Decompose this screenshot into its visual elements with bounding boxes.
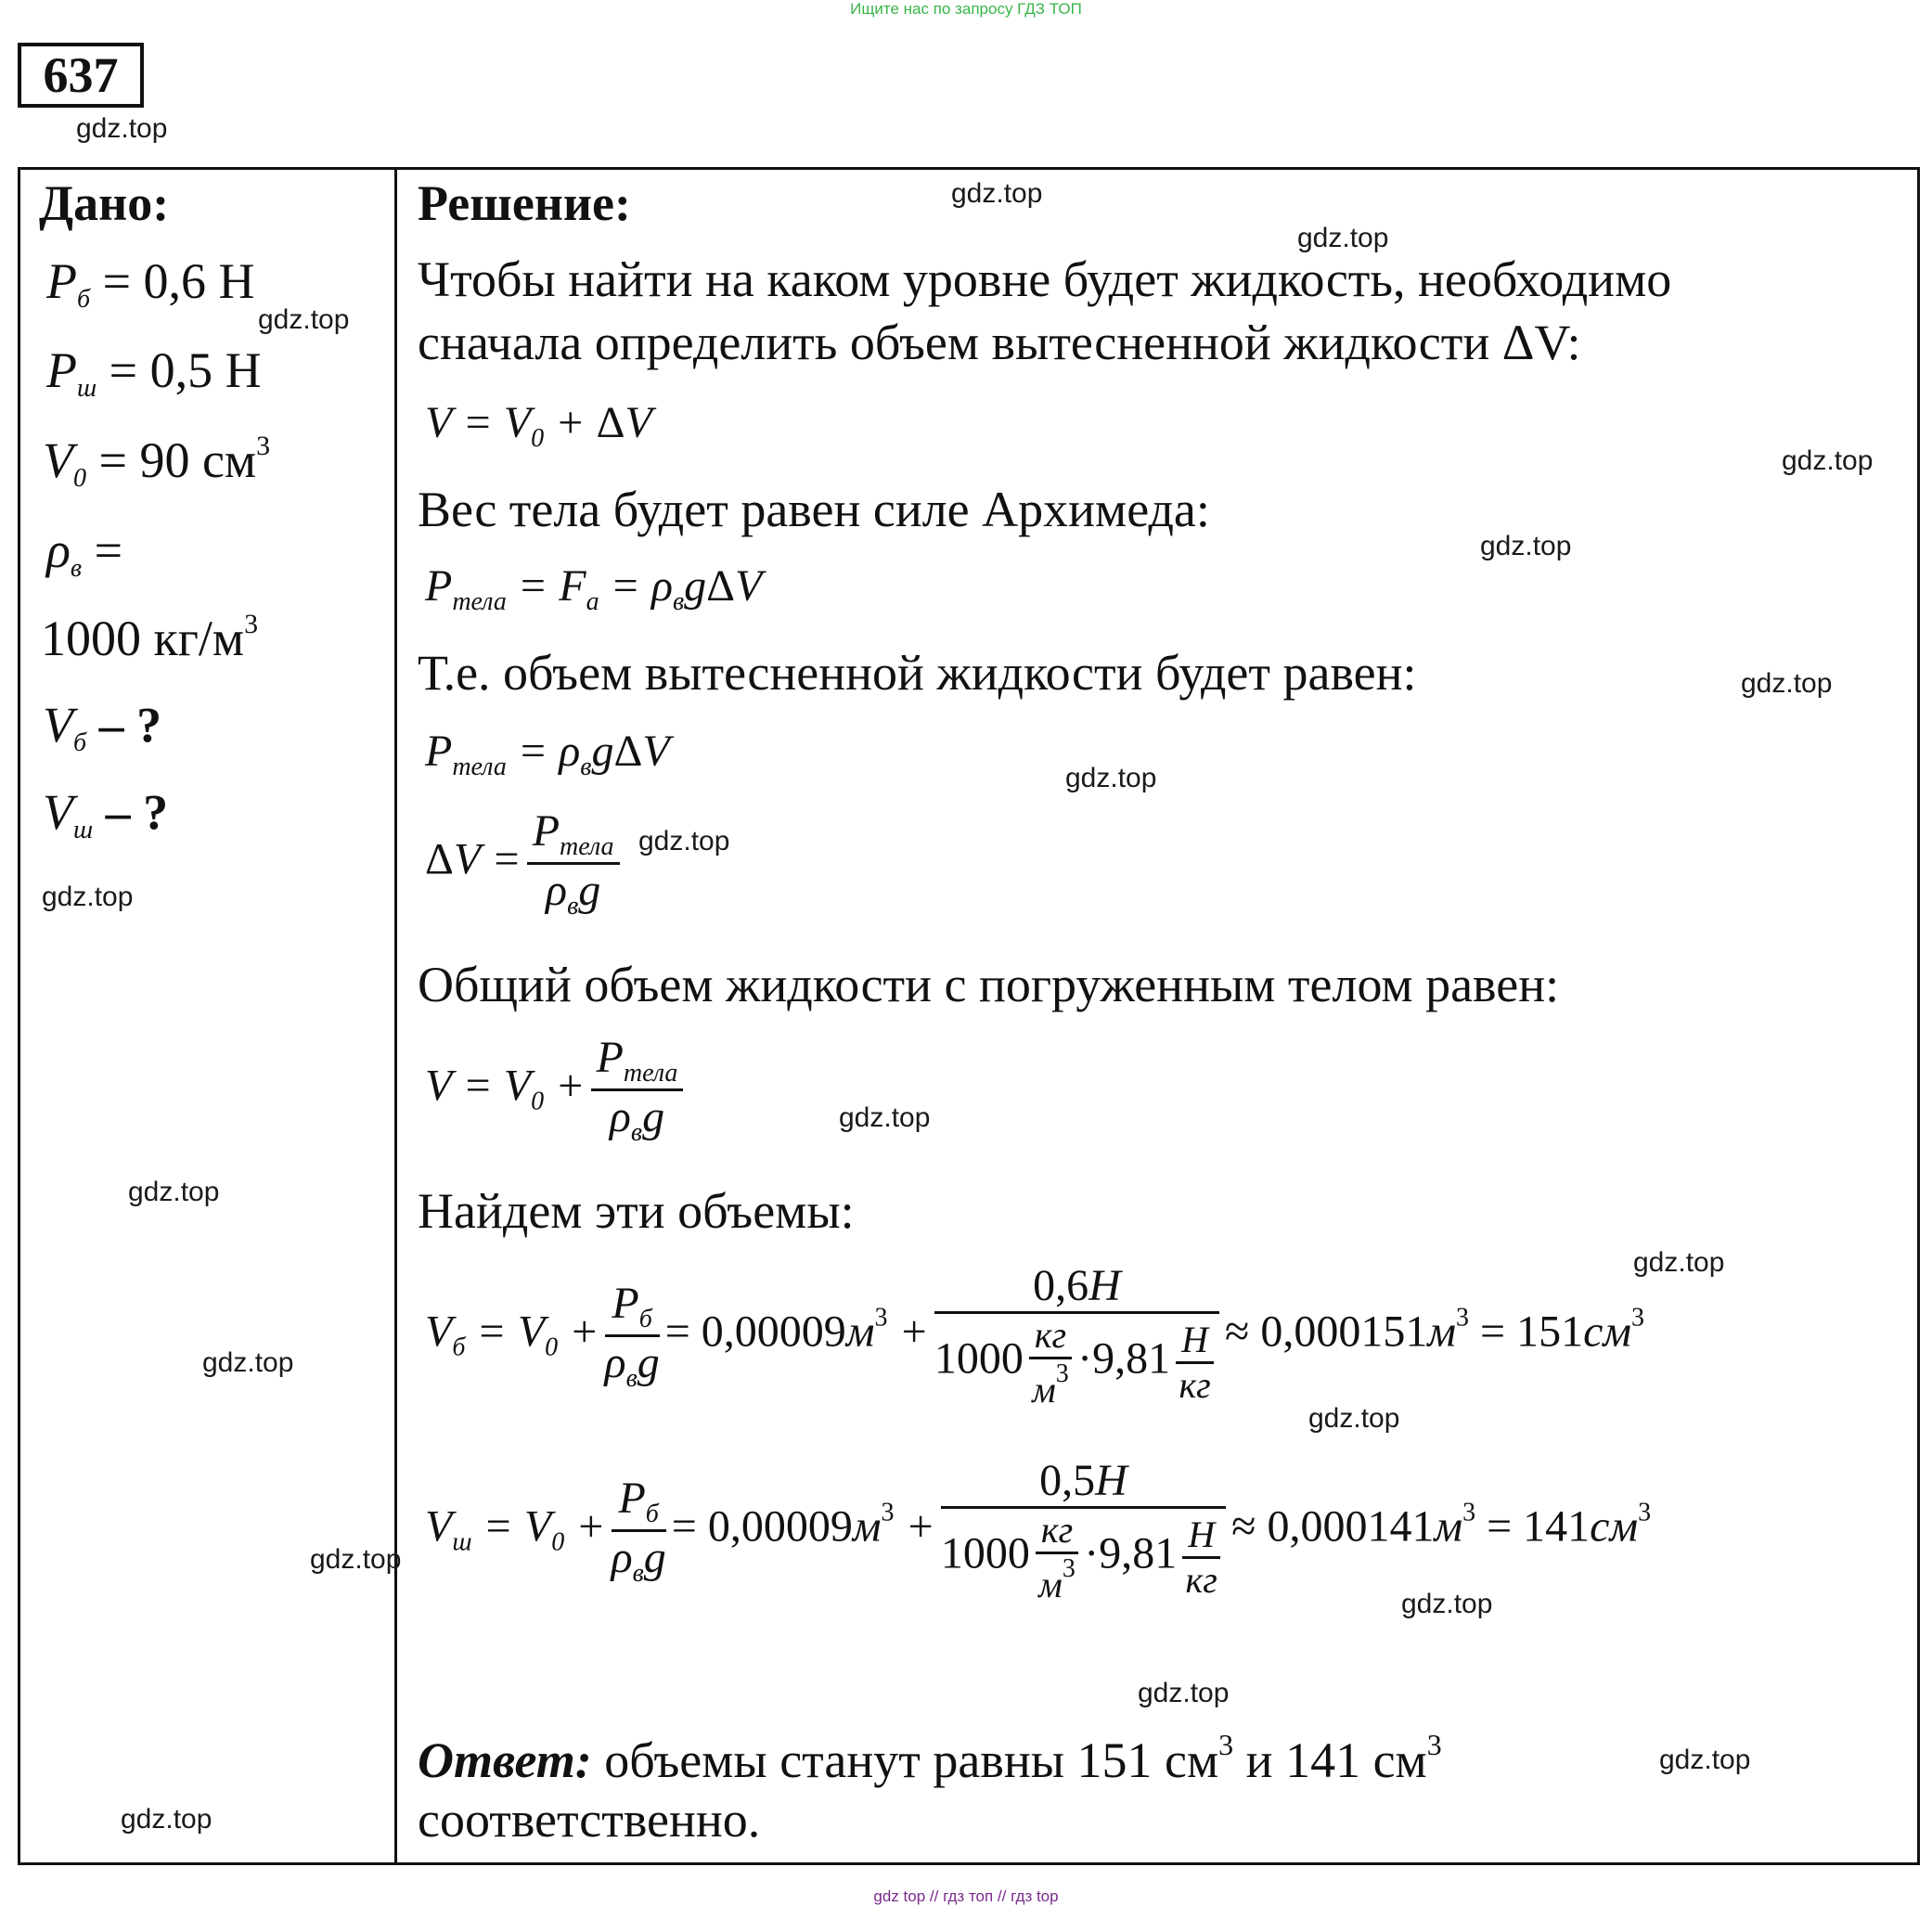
formula-archimedes: $P_{тела} = F_a = \rho_вg\Delta V$	[425, 561, 763, 616]
solution-paragraph-4: Общий объем жидкости с погруженным телом равен:	[418, 957, 1560, 1012]
watermark: gdz.top	[310, 1544, 402, 1575]
given-p-b-value: = 0,6 Н	[102, 253, 255, 309]
formula-total-volume: $V = V_0$ + $\frac{P_{тела}}{\rho_вg}$	[425, 1032, 689, 1148]
find-v-b-question: – ?	[98, 697, 162, 753]
answer-line-1	[418, 1728, 1442, 1789]
watermark: gdz.top	[1480, 531, 1572, 561]
formula-v-b: $V_б = V_0$ + $\frac{P_б}{\rho_вg}$ = $0,00009м^3$ + 0,6H 1000 $\frac{кг}{м^3}$ ·9,81 $\frac{H}{кг}$ ≈ $0,000151м^3 = 151см^3$	[425, 1261, 1645, 1411]
solution-paragraph-2: Вес тела будет равен силе Архимеда:	[418, 482, 1210, 537]
column-divider	[394, 167, 397, 1865]
given-p-sh-value: = 0,5 Н	[109, 342, 262, 398]
given-rho-value-line	[41, 609, 258, 667]
top-note: Ищите нас по запросу ГДЗ ТОП	[850, 0, 1082, 18]
watermark: gdz.top	[121, 1804, 213, 1835]
watermark: gdz.top	[42, 882, 134, 912]
given-v0-value: = 90 см	[98, 432, 257, 488]
answer-sup-a: 3	[1218, 1728, 1234, 1761]
watermark: gdz.top	[1741, 668, 1833, 699]
given-rho-sub: в	[70, 554, 83, 583]
formula-delta-v: ΔV = $\frac{P_{тела}}{\rho_вg}$	[425, 805, 625, 921]
problem-number: 637	[18, 43, 144, 108]
given-p-b	[46, 252, 255, 315]
answer-label: Ответ:	[418, 1732, 592, 1788]
given-p-sh	[46, 341, 262, 404]
formula-v-sum: $V = V_0 + \Delta V$	[425, 398, 652, 453]
find-v-sh-symbol: V	[43, 784, 73, 840]
solution-table	[18, 167, 1920, 1865]
watermark: gdz.top	[1138, 1678, 1230, 1708]
watermark: gdz.top	[1308, 1403, 1400, 1434]
watermark: gdz.top	[839, 1102, 931, 1133]
watermark: gdz.top	[951, 178, 1043, 209]
answer-text-b: и 141 см	[1245, 1732, 1427, 1788]
footer-links: gdz top // гдз топ // гдз top	[873, 1887, 1059, 1905]
formula-v-sh: $V_ш = V_0$ + $\frac{P_б}{\rho_вg}$ = $0,00009м^3$ + 0,5H 1000 $\frac{кг}{м^3}$ ·9,81 $\frac{H}{кг}$ ≈ $0,000141м^3 = 141см^3$	[425, 1456, 1652, 1606]
answer-text-a: объемы станут равны 151 см	[604, 1732, 1219, 1788]
solution-paragraph-3: Т.е. объем вытесненной жидкости будет равен:	[418, 645, 1417, 701]
find-v-b-symbol: V	[43, 697, 73, 753]
given-v0	[43, 431, 270, 494]
watermark: gdz.top	[1782, 445, 1874, 476]
watermark: gdz.top	[128, 1177, 220, 1207]
find-v-b	[43, 696, 161, 758]
find-v-sh-sub: ш	[73, 816, 94, 844]
given-v0-symbol: V	[43, 432, 73, 488]
given-rho-value: =	[94, 522, 123, 578]
watermark: gdz.top	[1065, 763, 1157, 793]
given-rho-symbol: ρ	[46, 522, 71, 578]
given-p-sh-sub: ш	[77, 374, 97, 403]
answer-sup-b: 3	[1426, 1728, 1442, 1761]
find-v-b-sub: б	[73, 728, 87, 757]
given-p-sh-symbol: P	[46, 342, 77, 398]
given-v0-sup: 3	[256, 431, 271, 461]
given-p-b-sub: б	[77, 285, 91, 314]
formula-weight: $P_{тела} = \rho_вg\Delta V$	[425, 727, 670, 781]
find-v-sh	[43, 783, 168, 845]
answer-line-2: соответственно.	[418, 1792, 761, 1848]
given-v0-sub: 0	[73, 464, 86, 493]
solution-paragraph-5: Найдем эти объемы:	[418, 1183, 855, 1239]
given-rho-number: 1000 кг/м	[41, 611, 245, 666]
given-p-b-symbol: P	[46, 253, 77, 309]
watermark: gdz.top	[76, 113, 168, 144]
watermark: gdz.top	[1633, 1247, 1725, 1278]
watermark: gdz.top	[202, 1347, 294, 1378]
watermark: gdz.top	[1659, 1745, 1751, 1775]
watermark: gdz.top	[1401, 1589, 1493, 1619]
solution-paragraph-1a: Чтобы найти на каком уровне будет жидкость, необходимо	[418, 251, 1672, 307]
given-rho	[46, 522, 122, 584]
given-rho-sup: 3	[244, 609, 259, 639]
find-v-sh-question: – ?	[105, 784, 169, 840]
watermark: gdz.top	[258, 304, 350, 335]
given-title: Дано:	[39, 175, 170, 231]
watermark: gdz.top	[638, 826, 730, 856]
watermark: gdz.top	[1297, 223, 1389, 253]
solution-title: Решение:	[418, 175, 631, 231]
solution-paragraph-1b: сначала определить объем вытесненной жидкости ΔV:	[418, 315, 1581, 370]
